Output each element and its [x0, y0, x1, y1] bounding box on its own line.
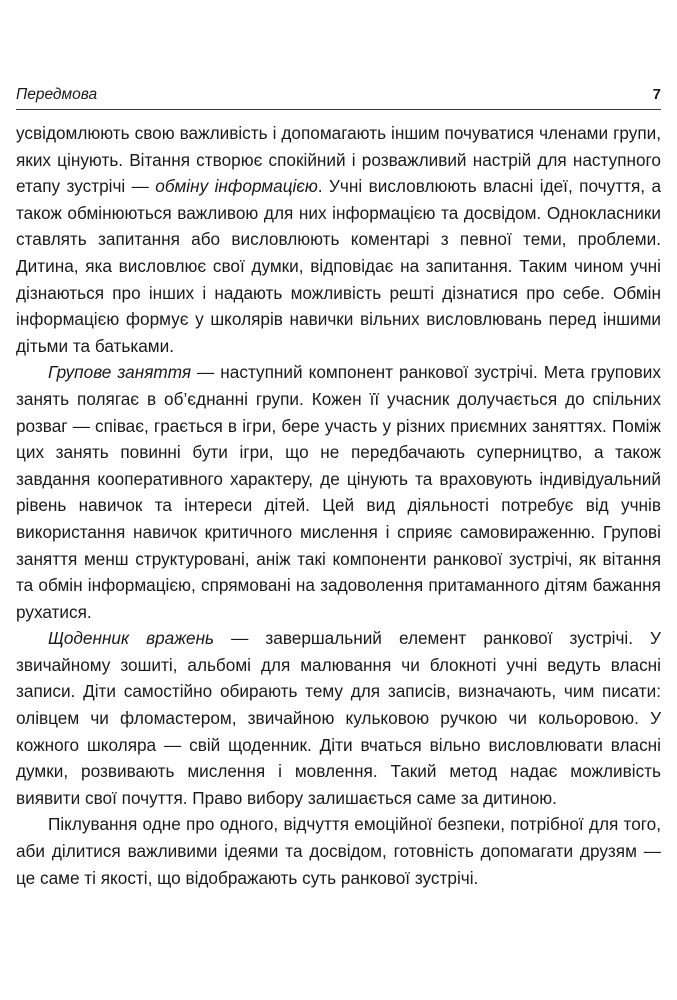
page-number: 7 [652, 86, 661, 103]
paragraph-2 [16, 359, 661, 625]
term-information-exchange: обміну інформацією [155, 176, 318, 197]
paragraph-3-text: — завершальний елемент ранкової зустрічі. У звичайному зошиті, альбомі для малювання чи блокноті учні ведуть власні записи. Діти самостійно обирають тему для записів, визначають, чим писати: олівцем чи фломастером, звичайною кульковою ручкою чи кольоровою. У кожного школяра — свій щоденник. Діти вчаться вільно висловлювати власні думки, розвивають мислення і мовлення. Такий метод надає можливість виявити свої почуття. Право вибору залишається саме за дитиною. [16, 628, 661, 808]
header-divider [16, 109, 661, 110]
section-title: Передмова [16, 86, 98, 103]
paragraph-1-text-c: . Учні висловлюють власні ідеї, почуття, а також обмінюються важливою для них інформацією та досвідом. Однокласники ставлять запитання або висловлюють коментарі з певної теми, проблеми. Дитина, яка висловлює свої думки, відповідає на запитання. Таким чином учні дізнаються про інших і надають можливість решті дізнатися про себе. Обмін інформацією формує у школярів навички вільних висловлювань перед іншими дітьми та батьками. [16, 176, 662, 356]
term-impressions-diary: Щоденник вражень [48, 628, 215, 649]
page-header [16, 86, 661, 104]
paragraph-2-text: — наступний компонент ранкової зустрічі. Мета групових занять полягає в об’єднанні групи. Кожен її учасник долучається до спільних розваг — співає, грається в ігри, бере участь у різних приємних заняттях. Поміж цих занять повинні бути ігри, що не передбачають суперництво, а також завдання кооперативного характеру, де цінують та враховують індивідуальний рівень навичок та інтереси дітей. Цей вид діяльності потребує від учнів використання навичок критичного мислення і сприяє самовираженню. Групові заняття менш структуровані, аніж такі компоненти ранкової зустрічі, як вітання та обмін інформацією, спрямовані на задоволення притаманного дітям бажання рухатися. [16, 362, 661, 622]
paragraph-3 [16, 625, 661, 811]
paragraph-1-text-a: усвідомлюють свою важливість і допомагають іншим почуватися членами групи, яких цінують. Вітання створює спокійний і розважливий настрій для наступного етапу зустрічі — [16, 123, 661, 197]
paragraph-4: Піклування одне про одного, відчуття емоційної безпеки, потрібної для того, аби ділитися важливими ідеями та досвідом, готовність допомагати друзям — це саме ті якості, що відображають суть ранкової зустрічі. [16, 814, 661, 888]
paragraph-1 [16, 120, 661, 359]
term-group-activity: Групове заняття [48, 362, 192, 383]
body-text [16, 120, 661, 891]
